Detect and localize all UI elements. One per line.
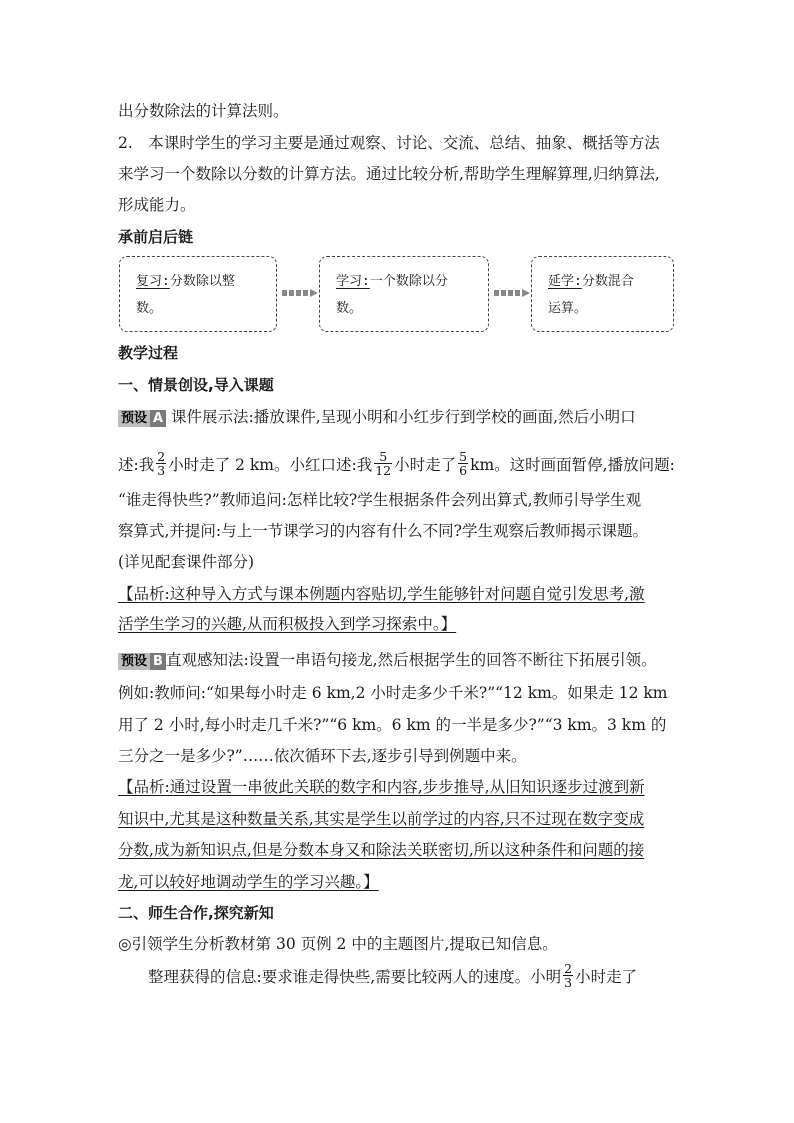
- preset-tag-text: 预设: [118, 653, 150, 670]
- paragraph-line: 形成能力。: [118, 196, 196, 214]
- text-segment: 整理获得的信息:要求谁走得快些,需要比较两人的速度。小明: [148, 968, 562, 986]
- chain-box-extend: [531, 256, 674, 332]
- fraction-denominator: 6: [459, 462, 468, 478]
- paragraph-line: “谁走得快些?”教师追问:怎样比较?学生根据条件会列出算式,教师引导学生观: [118, 491, 642, 509]
- fraction-denominator: 12: [375, 462, 392, 478]
- text-segment: 小时走了 2 km。小红口述:我: [168, 456, 373, 474]
- paragraph-line: 2. 本课时学生的学习主要是通过观察、讨论、交流、总结、抽象、概括等方法: [118, 134, 660, 152]
- fraction: [156, 450, 166, 477]
- text-segment: 小时走了: [394, 456, 457, 474]
- section-heading: 教学过程: [118, 344, 179, 362]
- chain-label: 学习:: [336, 274, 370, 289]
- preset-a-line-2: [118, 450, 675, 480]
- preset-tag-letter: B: [150, 653, 166, 670]
- fraction-numerator: 5: [374, 450, 392, 464]
- paragraph-line: 三分之一是多少?”……依次循环下去,逐步引导到例题中来。: [118, 747, 527, 765]
- fraction: [458, 450, 468, 477]
- fraction-numerator: 2: [157, 448, 166, 464]
- preset-tag-letter: A: [150, 410, 166, 427]
- comment-line: 龙,可以较好地调动学生的学习兴趣。】: [118, 873, 379, 891]
- text-segment: 述:我: [118, 456, 155, 474]
- preset-b-text: 直观感知法:设置一串语句接龙,然后根据学生的回答不断往下拓展引领。: [165, 651, 657, 669]
- chain-text: 一个数除以分: [369, 274, 448, 289]
- chain-box-review: [119, 256, 277, 332]
- text-segment: 小时走了: [575, 968, 638, 986]
- comment-line: 活学生学习的兴趣,从而积极投入到学习探索中。】: [118, 615, 457, 633]
- paragraph-line: 出分数除法的计算法则。: [118, 102, 289, 120]
- chain-label: 复习:: [136, 274, 170, 289]
- paragraph-line: 用了 2 小时,每小时走几千米?”“6 km。6 km 的一半是多少?”“3 km。3 km 的: [118, 716, 667, 734]
- comment-line: 【品析:通过设置一串彼此关联的数字和内容,步步推导,从旧知识逐步过渡到新: [118, 778, 645, 796]
- comment-line: 【品析:这种导入方式与课本例题内容贴切,学生能够针对问题自觉引发思考,激: [118, 585, 645, 603]
- preset-a-text: 课件展示法:播放课件,呈现小明和小红步行到学校的画面,然后小明口: [171, 408, 636, 426]
- chain-text: 分数混合: [581, 274, 634, 289]
- chain-text: 运算。: [548, 301, 588, 316]
- preset-b-line: [118, 650, 657, 672]
- sub-heading: 二、师生合作,探究新知: [118, 904, 274, 922]
- chain-text: 数。: [336, 301, 363, 316]
- fraction: [374, 450, 392, 477]
- chain-label: 延学:: [548, 274, 582, 289]
- paragraph-line: 察算式,并提问:与上一节课学习的内容有什么不同?学生观察后教师揭示课题。: [118, 522, 648, 540]
- paragraph-line: 例如:教师问:“如果每小时走 6 km,2 小时走多少千米?”“12 km。如果走 12 km: [118, 684, 668, 702]
- fraction-denominator: 3: [157, 462, 166, 478]
- fraction: [563, 962, 573, 989]
- preset-tag-text: 预设: [118, 410, 150, 427]
- chain-text: 数。: [136, 301, 163, 316]
- fraction-numerator: 2: [564, 960, 573, 976]
- paragraph-line: ◎引领学生分析教材第 30 页例 2 中的主题图片,提取已知信息。: [118, 935, 558, 953]
- paragraph-line: [148, 962, 637, 992]
- text-segment: km。这时画面暂停,播放问题:: [470, 456, 675, 474]
- sub-heading: 一、情景创设,导入课题: [118, 376, 274, 394]
- paragraph-line: (详见配套课件部分): [118, 553, 255, 571]
- chain-box-learn: [319, 256, 489, 332]
- chain-text: 分数除以整: [169, 274, 235, 289]
- comment-line: 分数,成为新知识点,但是分数本身又和除法关联密切,所以这种条件和问题的接: [118, 841, 645, 859]
- fraction-denominator: 3: [564, 974, 573, 990]
- section-heading: 承前启后链: [118, 228, 194, 246]
- fraction-numerator: 5: [459, 448, 468, 464]
- comment-line: 知识中,尤其是这种数量关系,其实是学生以前学过的内容,只不过现在数字变成: [118, 810, 645, 828]
- preset-a-line: [118, 407, 636, 429]
- preset-tag: [118, 409, 166, 429]
- paragraph-line: 来学习一个数除以分数的计算方法。通过比较分析,帮助学生理解算理,归纳算法,: [118, 165, 660, 183]
- preset-tag: [118, 652, 166, 672]
